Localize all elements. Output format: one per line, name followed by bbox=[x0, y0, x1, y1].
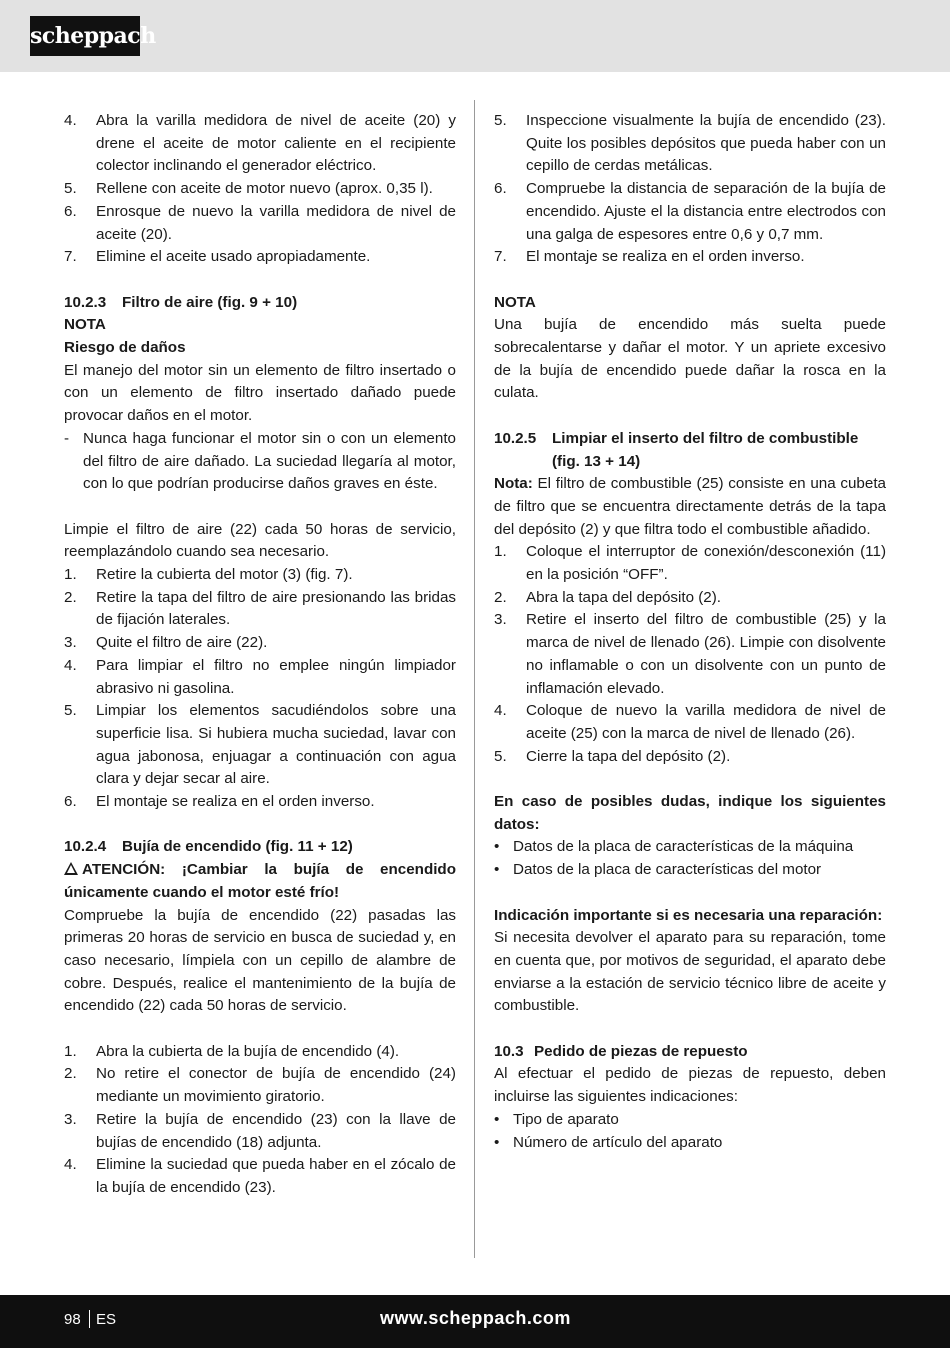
filter-intro: Limpie el filtro de aire (22) cada 50 horas de servicio, reemplazándolo cuando sea necesario. bbox=[64, 520, 456, 561]
list-item: 3. Retire la bujía de encendido (23) con la llave de bujías de encendido (18) adjunta. bbox=[64, 1110, 456, 1151]
list-item: 2. Abra la tapa del depósito (2). bbox=[494, 588, 722, 606]
bullet-item: • Tipo de aparato bbox=[494, 1110, 619, 1128]
bullet-item: • Datos de la placa de características del motor bbox=[494, 861, 822, 879]
list-item: 3. Quite el filtro de aire (22). bbox=[64, 634, 268, 652]
list-item: 6. El montaje se realiza en el orden inverso. bbox=[64, 793, 375, 811]
repair-heading: Indicación importante si es necesaria una reparación: bbox=[494, 906, 883, 924]
risk-text: El manejo del motor sin un elemento de filtro insertado o con un elemento de filtro insertado dañado puede provocar daños en el motor. bbox=[64, 361, 456, 425]
list-item: 2. Retire la tapa del filtro de aire presionando las bridas de fijación laterales. bbox=[64, 588, 456, 629]
list-item: 1. Abra la cubierta de la bujía de encendido (4). bbox=[64, 1042, 400, 1060]
list-item: 3. Retire el inserto del filtro de combustible (25) y la marca de nivel de llenado (26). Limpie con disolvente no inflamable o con un disolvente con un punto de inflamación elevado. bbox=[494, 611, 886, 697]
list-item: 6. Compruebe la distancia de separación de la bujía de encendido. Ajuste el la distancia entre electrodos con una galga de espesores entre 0,6 y 0,7 mm. bbox=[494, 180, 886, 243]
repair-text: Si necesita devolver el aparato para su reparación, tome en cuenta que, por motivos de seguridad, el aparato debe enviarse a la estación de servicio técnico libre de aceite y combustible. bbox=[494, 929, 886, 1015]
footer-separator bbox=[89, 1310, 90, 1328]
note-text: Una bujía de encendido más suelta puede sobrecalentarse y dañar el motor. Y un apriete excesivo de la bujía de encendido puede dañar la rosca en la culata. bbox=[494, 316, 886, 402]
page-footer bbox=[0, 1295, 950, 1348]
list-item: 4. Abra la varilla medidora de nivel de aceite (20) y drene el aceite de motor caliente en el recipiente colector inclinando el generador eléctrico. bbox=[64, 112, 456, 175]
section-heading-spark-plug: 10.2.4 Bujía de encendido (fig. 11 + 12) bbox=[64, 838, 353, 856]
list-item: 4. Para limpiar el filtro no emplee ningún limpiador abrasivo ni gasolina. bbox=[64, 656, 456, 697]
risk-dash-item: - Nunca haga funcionar el motor sin o con un elemento del filtro de aire dañado. La suciedad llegaría al motor, con lo que podrían producirse daños graves en éste. bbox=[64, 429, 456, 493]
list-item: 7. El montaje se realiza en el orden inverso. bbox=[494, 248, 805, 266]
column-divider bbox=[474, 100, 475, 1258]
spark-plug-text: Compruebe la bujía de encendido (22) pasadas las primeras 20 horas de servicio en busca de suciedad y, en caso necesario, límpiela con un cepillo de alambre de cobre. Después, realice el mantenimiento de la bujía de encendido (22) cada 50 horas de servicio. bbox=[64, 906, 456, 1015]
parts-text: Al efectuar el pedido de piezas de repuesto, deben incluirse las siguientes indicaciones: bbox=[494, 1065, 886, 1106]
page-header bbox=[0, 0, 950, 72]
risk-label: Riesgo de daños bbox=[64, 339, 186, 357]
list-item: 7. Elimine el aceite usado apropiadamente. bbox=[64, 248, 371, 266]
list-item: 5. Cierre la tapa del depósito (2). bbox=[494, 747, 731, 765]
website-link[interactable]: www.scheppach.com bbox=[380, 1308, 571, 1328]
list-item: 6. Enrosque de nuevo la varilla medidora de nivel de aceite (20). bbox=[64, 202, 456, 243]
attention-warning: ATENCIÓN: ¡Cambiar la bujía de encendido únicamente cuando el motor esté frío! bbox=[64, 861, 456, 901]
list-item: 4. Coloque de nuevo la varilla medidora de nivel de aceite (25) con la marca de nivel de llenado (26). bbox=[494, 702, 886, 742]
warning-icon bbox=[64, 862, 78, 875]
list-item: 1. Retire la cubierta del motor (3) (fig. 7). bbox=[64, 566, 353, 584]
fuel-filter-note: Nota: El filtro de combustible (25) consiste en una cubeta de filtro que se encuentra directamente detrás de la tapa del depósito (2) y que filtra todo el combustible añadido. bbox=[494, 475, 886, 538]
bullet-item: • Datos de la placa de características de la máquina bbox=[494, 838, 854, 856]
section-heading-spare-parts: 10.3 Pedido de piezas de repuesto bbox=[494, 1042, 748, 1060]
left-column bbox=[64, 110, 456, 1200]
list-item: 5. Limpiar los elementos sacudiéndolos sobre una superficie lisa. Si hubiera mucha suciedad, lavar con agua jabonosa, enjuagar a continuación con agua clara y dejar secar al aire. bbox=[64, 702, 456, 788]
note-label: NOTA bbox=[64, 316, 106, 334]
list-item: 1. Coloque el interruptor de conexión/desconexión (11) en la posición “OFF”. bbox=[494, 543, 886, 584]
bullet-item: • Número de artículo del aparato bbox=[494, 1133, 723, 1151]
section-heading-fuel-filter: 10.2.5 Limpiar el inserto del filtro de combustible (fig. 13 + 14) bbox=[494, 429, 859, 470]
list-item: 4. Elimine la suciedad que pueda haber en el zócalo de la bujía de encendido (23). bbox=[64, 1156, 456, 1196]
note-label: NOTA bbox=[494, 293, 536, 311]
page-number: 98 bbox=[64, 1311, 81, 1328]
right-column bbox=[494, 110, 886, 1154]
section-heading-air-filter: 10.2.3 Filtro de aire (fig. 9 + 10) bbox=[64, 293, 298, 311]
list-item: 5. Inspeccione visualmente la bujía de encendido (23). Quite los posibles depósitos que pueda haber con un cepillo de cerdas metálicas. bbox=[494, 112, 886, 175]
list-item: 5. Rellene con aceite de motor nuevo (aprox. 0,35 l). bbox=[64, 180, 433, 198]
language-code: ES bbox=[96, 1311, 117, 1328]
scheppach-logo: scheppach bbox=[30, 16, 140, 56]
doubts-heading: En caso de posibles dudas, indique los siguientes datos: bbox=[494, 793, 886, 833]
list-item: 2. No retire el conector de bujía de encendido (24) mediante un movimiento giratorio. bbox=[64, 1065, 456, 1106]
